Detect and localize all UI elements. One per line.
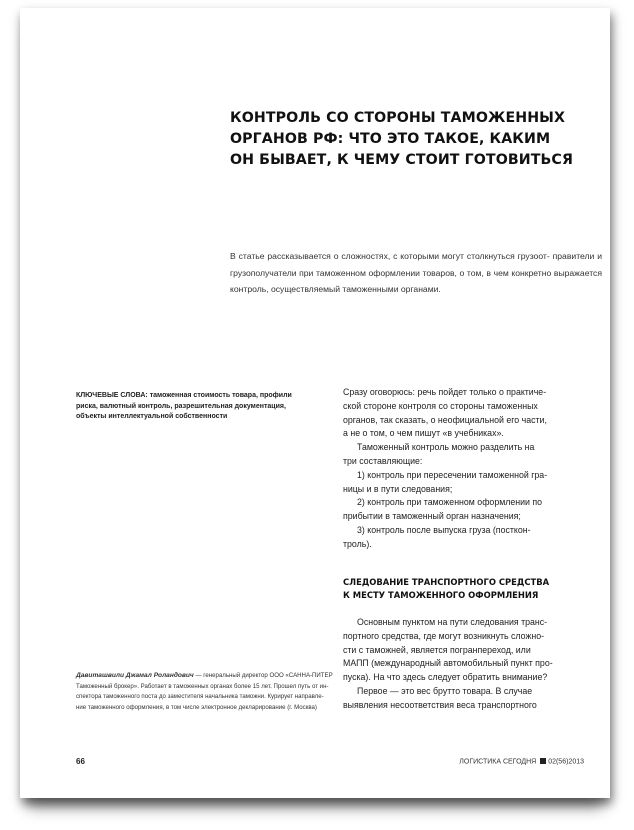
issue-number: 02(56)2013 bbox=[548, 758, 584, 766]
keywords-line: таможенная стоимость товара, профили bbox=[149, 392, 292, 399]
body-paragraph bbox=[343, 616, 598, 685]
author-bio bbox=[76, 671, 344, 713]
body-line: 1) контроль при пересечении таможенной гра- bbox=[357, 469, 548, 480]
title-line: КОНТРОЛЬ СО СТОРОНЫ ТАМОЖЕННЫХ bbox=[230, 110, 566, 126]
body-line: Таможенный контроль можно разделить на bbox=[357, 442, 535, 453]
section-heading-line: К МЕСТУ ТАМОЖЕННОГО ОФОРМЛЕНИЯ bbox=[343, 590, 539, 600]
body-line: выявления несоответствия веса транспортного bbox=[343, 699, 537, 710]
body-line: а не о том, о чем пишут «в учебниках». bbox=[343, 428, 504, 439]
body-line: ской стороне контроля со стороны таможенных bbox=[343, 400, 538, 411]
lead-line: конкретно выражается контроль, осуществляемый таможенными органами. bbox=[230, 267, 602, 294]
article-body bbox=[343, 386, 598, 552]
list-item bbox=[343, 496, 598, 524]
body-line: МАПП (международный автомобильный пункт про- bbox=[343, 658, 553, 669]
author-bio-line: — генеральный директор ООО «САННА-ПИТЕР bbox=[193, 672, 333, 679]
body-line: троль). bbox=[343, 538, 372, 549]
author-name: Давиташвили Джамал Роландович bbox=[76, 672, 194, 679]
article-lead bbox=[230, 248, 602, 298]
body-paragraph bbox=[343, 685, 598, 713]
list-item bbox=[343, 524, 598, 552]
magazine-page bbox=[20, 8, 610, 798]
body-line: портного средства, где могут возникнуть сложно- bbox=[343, 630, 545, 641]
title-line: ОРГАНОВ РФ: ЧТО ЭТО ТАКОЕ, КАКИМ bbox=[230, 131, 551, 147]
keywords-line: риска, валютный контроль, разрешительная документация, bbox=[76, 402, 286, 410]
body-line: Основным пунктом на пути следования транс- bbox=[357, 617, 548, 627]
title-line: ОН БЫВАЕТ, К ЧЕМУ СТОИТ ГОТОВИТЬСЯ bbox=[230, 152, 573, 168]
body-line: 3) контроль после выпуска груза (посткон- bbox=[357, 524, 531, 535]
body-line: Первое — это вес брутто товара. В случае bbox=[357, 685, 533, 696]
article-title bbox=[230, 108, 610, 171]
body-line: три составляющие: bbox=[343, 455, 423, 466]
body-paragraph bbox=[343, 441, 598, 469]
journal-name: ЛОГИСТИКА СЕГОДНЯ bbox=[459, 758, 537, 766]
body-line: прибытии в таможенный орган назначения; bbox=[343, 511, 521, 522]
running-footer bbox=[459, 758, 584, 766]
list-item bbox=[343, 469, 598, 497]
author-bio-line: спектора таможенного поста до заместителя начальника таможни. Курирует направле- bbox=[76, 693, 324, 701]
body-line: 2) контроль при таможенном оформлении по bbox=[357, 497, 543, 508]
lead-line: В статье рассказывается о сложностях, с которыми могут столкнуться грузоот- bbox=[230, 251, 550, 261]
body-line: органов, так сказать, о неофициальной его части, bbox=[343, 414, 547, 425]
lead-line: правители и грузополучатели при таможенном оформлении товаров, о том, в чем bbox=[230, 251, 603, 278]
page-number: 66 bbox=[76, 757, 85, 766]
keywords-label: КЛЮЧЕВЫЕ СЛОВА: bbox=[76, 392, 148, 399]
square-separator-icon bbox=[540, 758, 546, 764]
keywords-line: объекты интеллектуальной собственности bbox=[76, 413, 228, 420]
body-paragraph bbox=[343, 386, 598, 441]
author-bio-line: ние таможенного оформления, в том числе электронное декларирование (г. Москва) bbox=[76, 703, 317, 711]
section-body bbox=[343, 616, 598, 713]
body-line: сти с таможней, является погранпереход, или bbox=[343, 644, 531, 655]
section-heading bbox=[343, 576, 603, 602]
body-line: ницы и в пути следования; bbox=[343, 483, 453, 494]
body-line: Сразу оговорюсь: речь пойдет только о практиче- bbox=[343, 387, 547, 397]
keywords-block bbox=[76, 391, 338, 423]
body-line: пуска). На что здесь следует обратить внимание? bbox=[343, 672, 548, 683]
section-heading-line: СЛЕДОВАНИЕ ТРАНСПОРТНОГО СРЕДСТВА bbox=[343, 577, 550, 587]
author-bio-line: Таможенный брокер». Работает в таможенных органах более 15 лет. Прошел путь от ин- bbox=[76, 682, 329, 690]
